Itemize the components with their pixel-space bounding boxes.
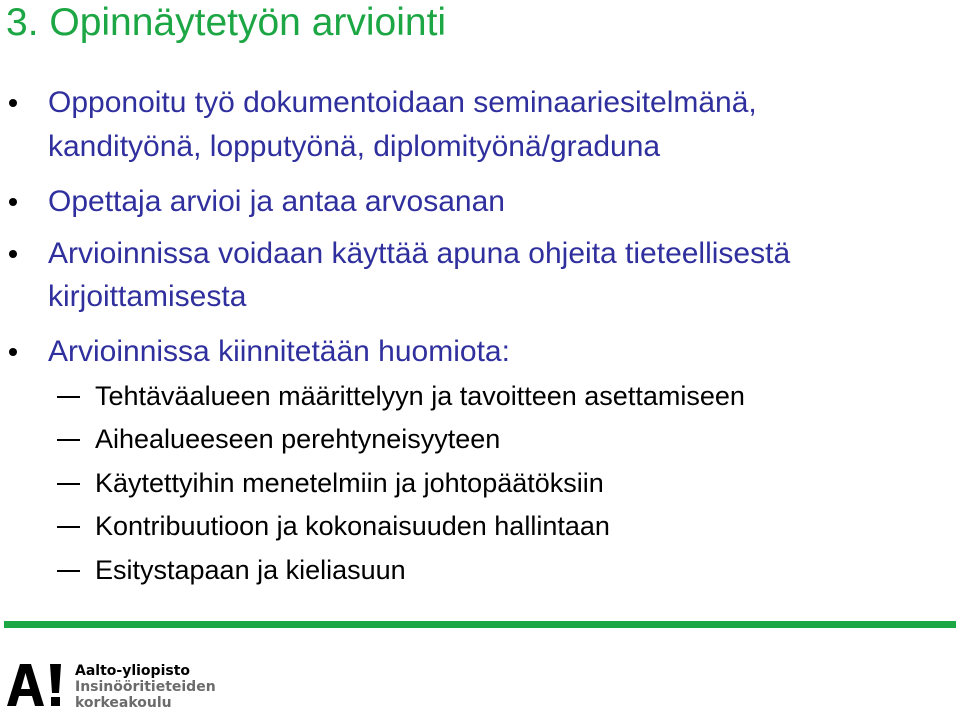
sub-bullet-text: Aihealueeseen perehtyneisyyteen [95,424,501,454]
sub-bullet-text: Tehtäväalueen määrittelyyn ja tavoitteen asettamiseen [95,381,745,411]
logo-school-line-1: Insinööritieteiden [75,679,216,695]
dash-icon [57,396,80,398]
bullet-dot-icon [9,198,17,206]
sub-bullet-item [95,550,406,590]
dash-icon [57,439,80,441]
logo-school-line-2: korkeakoulu [75,695,172,711]
bullet-text-line: kandityönä, lopputyönä, diplomityönä/graduna [48,130,661,163]
bullet-text-line: Arvioinnissa voidaan käyttää apuna ohjeita tieteellisestä [48,237,791,270]
sub-bullet-text: Esitystapaan ja kieliasuun [95,555,406,585]
bullet-item [48,330,510,374]
sub-bullet-text: Käytettyihin menetelmiin ja johtopäätöksiin [95,468,604,498]
bullet-dot-icon [9,250,17,258]
sub-bullet-item [95,506,610,546]
aalto-a-icon [5,661,65,707]
bullet-text-line: Opettaja arvioi ja antaa arvosanan [48,185,505,218]
aalto-logo [0,657,260,710]
bullet-item [48,180,505,224]
bullet-item [48,81,757,125]
bullet-item-continuation [48,275,246,319]
bullet-dot-icon [9,348,17,356]
bullet-item-continuation [48,125,660,169]
dash-icon [57,483,80,485]
bullet-item [48,232,790,276]
logo-text [75,663,216,711]
sub-bullet-item [95,463,604,503]
dash-icon [57,570,80,572]
logo-name: Aalto-yliopisto [75,663,191,679]
sub-bullet-text: Kontribuutioon ja kokonaisuuden hallintaan [95,511,610,541]
slide-title: 3. Opinnäytetyön arviointi [6,1,447,44]
logo-mark-text: A! [5,661,6,662]
footer-divider [4,621,956,628]
dash-icon [57,526,80,528]
sub-bullet-item [95,376,745,416]
sub-bullet-item [95,419,500,459]
bullet-dot-icon [9,99,17,107]
bullet-text-line: kirjoittamisesta [48,280,247,313]
bullet-text-line: Arvioinnissa kiinnitetään huomiota: [48,335,510,368]
bullet-text-line: Opponoitu työ dokumentoidaan seminaariesitelmänä, [48,86,757,119]
